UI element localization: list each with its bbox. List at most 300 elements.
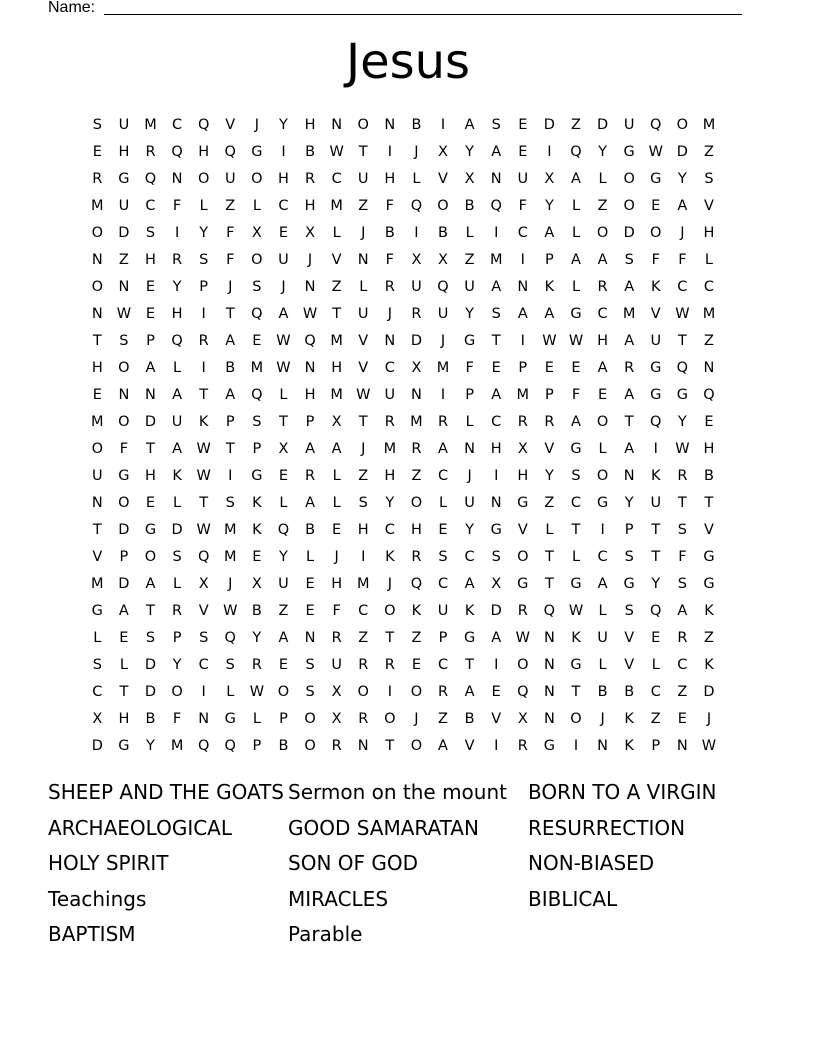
grid-letter: V: [517, 522, 528, 538]
grid-letter: L: [438, 495, 448, 511]
grid-letter: L: [93, 630, 102, 646]
word-list-item: Sermon on the mount: [288, 780, 507, 804]
grid-letter: H: [703, 441, 715, 457]
grid-letter: M: [622, 306, 636, 322]
grid-letter: L: [651, 657, 660, 673]
grid-letter: N: [171, 171, 183, 187]
grid-letter: L: [571, 279, 581, 295]
grid-letter: U: [437, 603, 449, 619]
grid-letter: J: [228, 279, 233, 295]
grid-letter: I: [653, 441, 658, 457]
grid-letter: A: [172, 387, 183, 403]
grid-letter: E: [305, 576, 315, 592]
grid-letter: H: [198, 144, 210, 160]
word-list-item: Parable: [288, 922, 363, 946]
grid-letter: P: [438, 630, 448, 646]
grid-letter: T: [358, 414, 368, 430]
grid-letter: Z: [358, 468, 369, 484]
grid-letter: A: [225, 387, 236, 403]
grid-letter: G: [118, 171, 130, 187]
grid-letter: V: [225, 117, 236, 133]
word-list-item: ARCHAEOLOGICAL: [48, 815, 233, 840]
grid-letter: Z: [464, 252, 475, 268]
grid-letter: G: [251, 468, 263, 484]
grid-letter: E: [518, 117, 528, 133]
grid-letter: O: [437, 198, 449, 214]
grid-letter: P: [465, 387, 474, 403]
grid-letter: A: [571, 252, 581, 268]
grid-letter: M: [250, 360, 264, 376]
grid-letter: U: [118, 198, 130, 214]
grid-letter: Z: [650, 711, 661, 727]
grid-row: [84, 626, 722, 653]
grid-letter: A: [624, 333, 635, 349]
grid-letter: A: [544, 225, 555, 241]
grid-letter: L: [465, 414, 474, 430]
grid-letter: A: [544, 306, 555, 322]
grid-letter: P: [119, 549, 129, 565]
grid-letter: W: [675, 306, 690, 322]
grid-letter: S: [438, 549, 448, 565]
grid-letter: U: [357, 171, 369, 187]
grid-letter: Q: [197, 738, 210, 754]
grid-letter: K: [624, 711, 634, 727]
grid-letter: G: [118, 468, 130, 484]
word-list-item: NON-BIASED: [528, 851, 655, 875]
grid-letter: O: [357, 684, 369, 700]
grid-letter: Q: [570, 144, 582, 160]
grid-letter: Z: [358, 630, 369, 646]
grid-letter: S: [491, 549, 501, 565]
grid-letter: I: [494, 225, 499, 241]
grid-letter: E: [571, 360, 581, 376]
grid-letter: S: [252, 279, 262, 295]
grid-letter: U: [278, 252, 289, 268]
grid-letter: E: [252, 549, 262, 565]
grid-letter: O: [623, 171, 635, 187]
grid-letter: O: [144, 549, 157, 565]
grid-letter: T: [358, 144, 368, 160]
grid-letter: T: [571, 522, 581, 538]
grid-letter: S: [491, 306, 501, 322]
grid-letter: V: [358, 333, 369, 349]
grid-letter: J: [387, 306, 392, 322]
grid-letter: Z: [703, 333, 714, 349]
grid-letter: T: [385, 738, 395, 754]
grid-letter: J: [414, 144, 419, 160]
word-list-item: MIRACLES: [288, 886, 389, 911]
grid-letter: L: [252, 711, 261, 727]
grid-letter: A: [597, 252, 608, 268]
grid-letter: N: [304, 630, 316, 646]
grid-letter: E: [278, 225, 289, 241]
grid-letter: R: [384, 657, 395, 673]
grid-letter: P: [172, 630, 182, 646]
grid-letter: A: [438, 738, 448, 754]
grid-row: [84, 572, 722, 599]
grid-letter: T: [146, 603, 155, 619]
grid-letter: G: [676, 387, 688, 403]
grid-letter: O: [517, 549, 529, 565]
grid-letter: O: [410, 738, 423, 754]
grid-letter: A: [677, 603, 688, 619]
grid-letter: N: [91, 306, 103, 322]
grid-letter: T: [544, 576, 554, 592]
grid-letter: W: [675, 441, 690, 457]
grid-letter: Q: [703, 387, 715, 403]
grid-letter: R: [305, 171, 316, 187]
grid-letter: S: [624, 549, 634, 565]
grid-letter: H: [171, 306, 183, 322]
grid-letter: U: [91, 468, 103, 484]
grid-row: [84, 302, 722, 329]
grid-letter: J: [467, 468, 472, 484]
grid-letter: L: [598, 657, 607, 673]
grid-letter: S: [491, 117, 501, 133]
grid-letter: R: [251, 657, 262, 673]
grid-letter: A: [624, 387, 635, 403]
grid-letter: U: [118, 117, 130, 133]
grid-letter: L: [598, 603, 607, 619]
grid-letter: R: [411, 441, 422, 457]
grid-letter: T: [491, 333, 501, 349]
grid-letter: T: [677, 333, 687, 349]
grid-letter: J: [414, 711, 419, 727]
grid-letter: J: [440, 333, 446, 349]
grid-letter: D: [118, 225, 130, 241]
grid-letter: X: [331, 711, 342, 727]
grid-letter: M: [356, 576, 370, 592]
grid-letter: O: [277, 684, 290, 700]
grid-letter: G: [623, 576, 635, 592]
grid-letter: U: [517, 171, 529, 187]
grid-letter: K: [651, 468, 661, 484]
grid-letter: K: [172, 468, 182, 484]
word-list-item: Teachings: [48, 886, 147, 911]
grid-letter: D: [543, 117, 555, 133]
word-list-item: SON OF GOD: [288, 851, 418, 875]
grid-letter: B: [305, 522, 316, 538]
grid-letter: I: [228, 468, 233, 484]
grid-letter: E: [92, 387, 102, 403]
grid-letter: S: [119, 333, 129, 349]
word-list-item: RESURRECTION: [528, 815, 686, 840]
grid-letter: T: [571, 684, 581, 700]
grid-letter: P: [199, 279, 209, 295]
grid-row: [84, 734, 722, 761]
grid-letter: W: [356, 387, 371, 403]
grid-letter: D: [144, 684, 157, 700]
grid-letter: A: [278, 630, 289, 646]
grid-letter: S: [358, 495, 368, 511]
grid-letter: A: [331, 441, 342, 457]
grid-letter: N: [357, 252, 369, 268]
grid-letter: B: [464, 198, 475, 214]
grid-letter: C: [384, 522, 395, 538]
grid-letter: E: [491, 360, 501, 376]
grid-letter: A: [624, 441, 635, 457]
grid-letter: Z: [703, 144, 714, 160]
grid-letter: O: [623, 198, 635, 214]
grid-letter: L: [226, 684, 235, 700]
grid-letter: C: [145, 198, 156, 214]
grid-letter: P: [545, 387, 554, 403]
grid-letter: T: [677, 495, 687, 511]
grid-letter: V: [703, 198, 714, 214]
grid-letter: H: [278, 171, 289, 187]
grid-row: [84, 491, 722, 518]
grid-letter: A: [145, 360, 156, 376]
grid-row: [84, 545, 722, 572]
grid-letter: V: [650, 306, 661, 322]
grid-letter: X: [411, 252, 422, 268]
grid-letter: O: [118, 495, 130, 511]
grid-row: [84, 680, 722, 707]
grid-letter: K: [571, 630, 581, 646]
grid-letter: Q: [650, 603, 662, 619]
grid-letter: V: [544, 441, 555, 457]
grid-letter: T: [465, 657, 475, 673]
grid-letter: F: [571, 387, 581, 403]
grid-letter: T: [199, 387, 209, 403]
grid-letter: H: [145, 468, 156, 484]
grid-letter: P: [624, 522, 634, 538]
grid-letter: G: [650, 171, 662, 187]
grid-letter: C: [437, 468, 449, 484]
grid-letter: G: [91, 603, 103, 619]
grid-letter: S: [172, 549, 182, 565]
grid-letter: L: [199, 198, 208, 214]
grid-letter: E: [651, 198, 661, 214]
grid-letter: E: [145, 495, 156, 511]
grid-letter: G: [118, 738, 130, 754]
grid-letter: Y: [544, 468, 554, 484]
grid-letter: Y: [598, 144, 607, 160]
grid-letter: G: [650, 360, 662, 376]
grid-letter: I: [174, 225, 180, 241]
grid-letter: X: [517, 441, 528, 457]
grid-letter: X: [331, 414, 342, 430]
grid-letter: O: [171, 684, 183, 700]
grid-letter: S: [225, 657, 235, 673]
grid-letter: R: [384, 414, 395, 430]
grid-letter: F: [172, 198, 182, 214]
grid-letter: O: [91, 279, 103, 295]
grid-letter: R: [384, 279, 395, 295]
grid-letter: N: [517, 279, 529, 295]
grid-letter: U: [464, 495, 475, 511]
grid-letter: K: [651, 279, 661, 295]
grid-letter: N: [543, 630, 555, 646]
grid-letter: C: [278, 198, 289, 214]
grid-letter: X: [331, 684, 342, 700]
grid-letter: A: [597, 576, 608, 592]
grid-letter: B: [438, 225, 448, 241]
grid-letter: D: [118, 576, 130, 592]
grid-letter: Y: [172, 279, 182, 295]
grid-letter: J: [361, 225, 366, 241]
grid-letter: H: [384, 468, 396, 484]
grid-letter: W: [568, 603, 584, 619]
grid-letter: V: [624, 657, 635, 673]
grid-letter: N: [384, 117, 396, 133]
grid-letter: H: [703, 225, 715, 241]
grid-letter: A: [464, 117, 475, 133]
grid-letter: Q: [251, 306, 263, 322]
grid-row: [84, 113, 722, 140]
grid-letter: J: [281, 279, 286, 295]
grid-letter: D: [91, 738, 103, 754]
grid-letter: X: [251, 225, 262, 241]
grid-letter: W: [701, 738, 717, 754]
grid-letter: I: [520, 252, 525, 268]
grid-letter: B: [251, 603, 262, 619]
grid-letter: U: [278, 576, 289, 592]
grid-letter: E: [597, 387, 608, 403]
grid-letter: T: [544, 549, 554, 565]
grid-letter: N: [118, 279, 130, 295]
grid-letter: L: [332, 468, 341, 484]
grid-letter: M: [702, 306, 716, 322]
grid-letter: T: [332, 306, 342, 322]
grid-letter: N: [597, 738, 608, 754]
grid-letter: U: [331, 657, 342, 673]
grid-letter: Z: [225, 198, 236, 214]
grid-letter: A: [624, 279, 635, 295]
grid-letter: S: [252, 414, 262, 430]
grid-letter: L: [279, 387, 288, 403]
grid-letter: I: [520, 333, 525, 349]
grid-letter: S: [704, 171, 714, 187]
grid-letter: O: [676, 117, 689, 133]
grid-letter: X: [438, 144, 448, 160]
grid-letter: V: [438, 171, 448, 187]
grid-letter: F: [226, 225, 235, 241]
grid-letter: B: [411, 117, 422, 133]
grid-letter: A: [225, 333, 236, 349]
grid-letter: F: [678, 252, 687, 268]
grid-letter: L: [545, 522, 554, 538]
grid-letter: O: [410, 684, 423, 700]
grid-letter: X: [544, 171, 555, 187]
grid-letter: R: [517, 414, 528, 430]
grid-letter: Z: [544, 495, 555, 511]
grid-letter: E: [518, 144, 528, 160]
grid-row: [84, 329, 722, 356]
grid-letter: H: [304, 117, 316, 133]
grid-letter: O: [596, 225, 609, 241]
grid-letter: V: [198, 603, 209, 619]
grid-letter: C: [597, 549, 608, 565]
grid-letter: I: [414, 225, 419, 241]
grid-letter: S: [677, 522, 687, 538]
grid-letter: Q: [410, 198, 423, 214]
grid-letter: L: [598, 441, 607, 457]
grid-letter: Q: [437, 279, 449, 295]
grid-letter: S: [92, 657, 102, 673]
grid-letter: L: [306, 549, 315, 565]
grid-letter: A: [571, 414, 581, 430]
grid-letter: R: [172, 603, 183, 619]
grid-letter: Z: [438, 711, 448, 727]
grid-letter: Q: [144, 171, 157, 187]
grid-letter: I: [387, 684, 392, 700]
grid-letter: T: [651, 549, 661, 565]
grid-row: [84, 356, 722, 383]
grid-letter: C: [331, 171, 342, 187]
grid-letter: A: [464, 576, 475, 592]
grid-letter: B: [145, 711, 156, 727]
grid-row: [84, 248, 722, 275]
grid-letter: W: [515, 630, 530, 646]
grid-letter: B: [703, 468, 714, 484]
grid-letter: R: [517, 738, 528, 754]
grid-letter: A: [145, 576, 156, 592]
grid-letter: E: [411, 657, 421, 673]
grid-letter: K: [624, 738, 634, 754]
grid-letter: B: [624, 684, 635, 700]
grid-letter: G: [650, 387, 662, 403]
grid-letter: X: [464, 171, 475, 187]
grid-letter: A: [305, 441, 315, 457]
grid-letter: I: [600, 522, 605, 538]
grid-letter: N: [304, 279, 316, 295]
grid-letter: A: [118, 603, 129, 619]
grid-letter: D: [410, 333, 422, 349]
grid-letter: U: [411, 279, 422, 295]
grid-letter: C: [172, 117, 183, 133]
grid-letter: M: [330, 333, 343, 349]
grid-letter: M: [330, 198, 343, 214]
grid-letter: Q: [224, 630, 236, 646]
grid-letter: B: [464, 711, 475, 727]
grid-letter: H: [384, 171, 396, 187]
grid-letter: J: [254, 117, 259, 133]
grid-letter: O: [91, 225, 103, 241]
grid-letter: F: [332, 603, 341, 619]
grid-letter: A: [491, 630, 502, 646]
grid-letter: C: [437, 576, 449, 592]
grid-letter: L: [279, 495, 288, 511]
grid-letter: N: [490, 495, 502, 511]
grid-letter: Y: [465, 144, 475, 160]
grid-letter: G: [490, 522, 502, 538]
grid-letter: O: [596, 468, 609, 484]
grid-letter: P: [252, 738, 262, 754]
grid-row: [84, 707, 722, 734]
grid-letter: V: [491, 711, 502, 727]
grid-letter: E: [278, 468, 289, 484]
grid-letter: A: [571, 171, 581, 187]
grid-letter: X: [438, 252, 448, 268]
grid-letter: X: [92, 711, 103, 727]
grid-letter: I: [387, 144, 392, 160]
grid-letter: Q: [304, 333, 316, 349]
grid-letter: M: [330, 387, 343, 403]
grid-letter: S: [624, 252, 634, 268]
grid-letter: I: [201, 360, 206, 376]
grid-letter: G: [623, 144, 635, 160]
grid-letter: W: [302, 306, 318, 322]
grid-letter: O: [384, 603, 396, 619]
grid-letter: R: [358, 657, 369, 673]
grid-letter: K: [252, 522, 262, 538]
grid-letter: V: [92, 549, 103, 565]
grid-letter: N: [91, 252, 103, 268]
grid-letter: R: [305, 468, 316, 484]
grid-letter: Q: [224, 144, 236, 160]
grid-letter: W: [648, 144, 663, 160]
